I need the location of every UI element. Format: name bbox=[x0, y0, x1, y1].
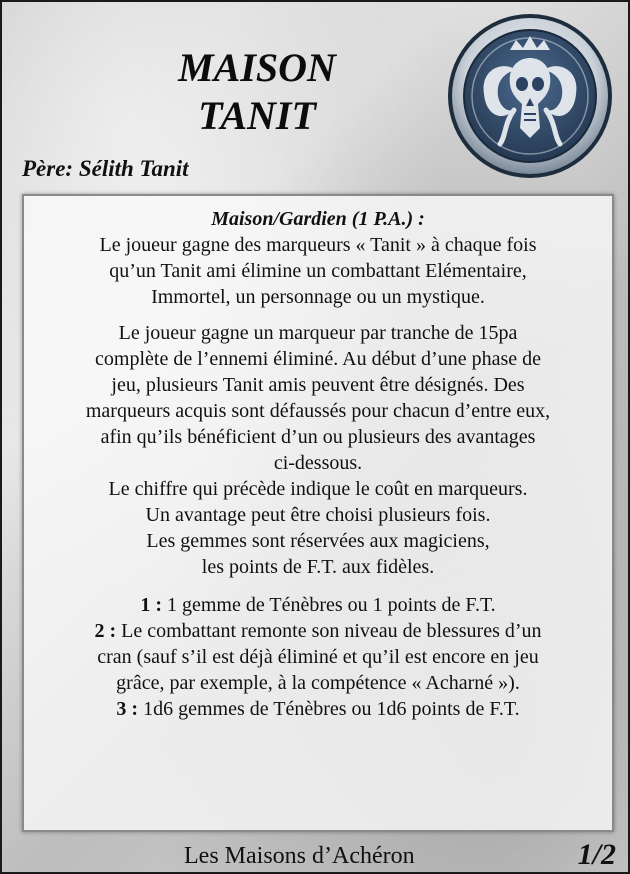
ability-panel bbox=[22, 194, 614, 832]
set-name: Les Maisons d’Achéron bbox=[184, 843, 415, 869]
ability-rules-line: Un avantage peut être choisi plusieurs fois. bbox=[145, 504, 491, 526]
ability-rules-line: jeu, plusieurs Tanit amis peuvent être désignés. Des bbox=[111, 374, 525, 396]
page-number: 1/2 bbox=[577, 838, 616, 871]
ability-intro bbox=[32, 232, 604, 310]
ability-rules-line: Le joueur gagne un marqueur par tranche de 15pa bbox=[118, 322, 518, 344]
cost-number: 3 : bbox=[116, 698, 139, 720]
tanit-house-emblem-icon bbox=[444, 10, 616, 182]
ability-name: Maison/Gardien (1 P.A.) : bbox=[211, 208, 425, 230]
cost-text: Le combattant remonte son niveau de blessures d’un bbox=[121, 620, 542, 642]
ability-rules-line: complète de l’ennemi éliminé. Au début d’une phase de bbox=[95, 348, 541, 370]
cost-text: 1 gemme de Ténèbres ou 1 points de F.T. bbox=[166, 594, 496, 616]
cost-text: 1d6 gemmes de Ténèbres ou 1d6 points de F.T. bbox=[143, 698, 520, 720]
card-father: Père: Sélith Tanit bbox=[22, 156, 189, 181]
cost-text-continuation: grâce, par exemple, à la compétence « Acharné »). bbox=[116, 672, 520, 694]
cost-item bbox=[32, 696, 604, 722]
card-title bbox=[112, 44, 402, 140]
cost-item bbox=[32, 618, 604, 644]
ability-rules bbox=[32, 320, 604, 580]
cost-number: 2 : bbox=[94, 620, 117, 642]
ability-costs bbox=[32, 592, 604, 722]
card-title-line1: MAISON bbox=[178, 45, 336, 90]
cost-text-continuation: cran (sauf s’il est déjà éliminé et qu’il est encore en jeu bbox=[97, 646, 539, 668]
ability-intro-line: Immortel, un personnage ou un mystique. bbox=[151, 286, 485, 308]
ability-intro-line: Le joueur gagne des marqueurs « Tanit » à chaque fois bbox=[99, 234, 537, 256]
ability-rules-line: Le chiffre qui précède indique le coût en marqueurs. bbox=[108, 478, 528, 500]
ability-rules-line: ci-dessous. bbox=[273, 452, 363, 474]
ability-rules-line: afin qu’ils bénéficient d’un ou plusieurs des avantages bbox=[100, 426, 536, 448]
ability-rules-line: les points de F.T. aux fidèles. bbox=[201, 556, 435, 578]
ability-rules-line: Les gemmes sont réservées aux magiciens, bbox=[146, 530, 490, 552]
cost-number: 1 : bbox=[140, 594, 162, 616]
ability-rules-line: marqueurs acquis sont défaussés pour chacun d’entre eux, bbox=[85, 400, 551, 422]
card-title-line2: TANIT bbox=[198, 93, 316, 138]
ability-intro-line: qu’un Tanit ami élimine un combattant Elémentaire, bbox=[109, 260, 527, 282]
cost-item bbox=[32, 592, 604, 618]
